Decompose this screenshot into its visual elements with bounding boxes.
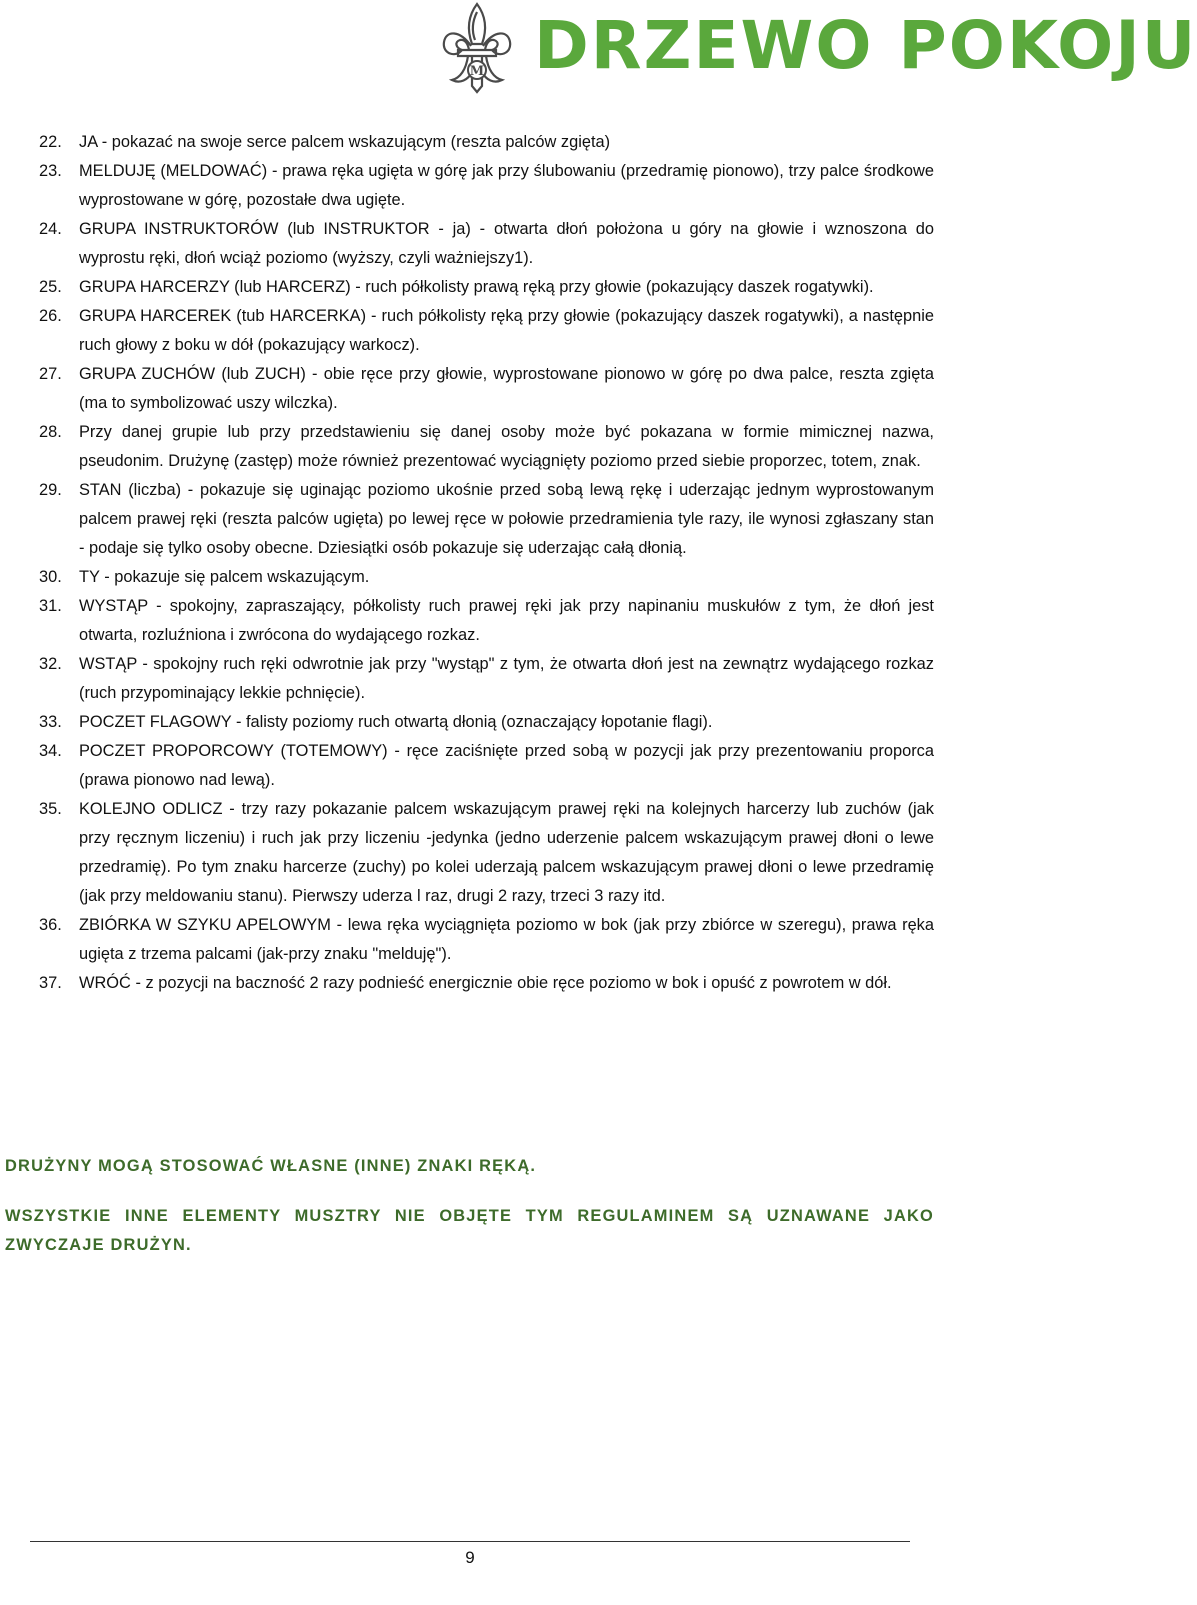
list-item [39,157,934,215]
list-item [39,476,934,563]
footer-divider [30,1541,910,1542]
item-number: 30. [39,568,62,586]
list-item [39,128,934,157]
item-text: STAN (liczba) - pokazuje się uginając poziomo ukośnie przed sobą lewą rękę i uderzając jednym wyprostowanym palcem prawej ręki (reszta palców ugięta) po lewej ręce w połowie przedramienia tyle razy, ile wynosi zgłaszany stan - podaje się tylko osoby obecne. Dziesiątki osób pokazuje się uderzając całą dłonią. [79,481,934,557]
emblem-letter: M [469,64,485,79]
item-number: 36. [39,916,62,934]
item-text: KOLEJNO ODLICZ - trzy razy pokazanie palcem wskazującym prawej ręki na kolejnych harcerzy lub zuchów (jak przy ręcznym liczeniu) i ruch jak przy liczeniu -jedynka (jedno uderzenie palcem wskazującym prawej dłoni o lewe przedramię). Po tym znaku harcerze (zuchy) po kolei uderzają palcem wskazującym prawej dłoni o lewe przedramię (jak przy meldowaniu stanu). Pierwszy uderza l raz, drugi 2 razy, trzeci 3 razy itd. [79,800,934,905]
list-item [39,708,934,737]
item-number: 35. [39,800,62,818]
item-text: Przy danej grupie lub przy przedstawieniu się danej osoby może być pokazana w formie mimicznej nazwa, pseudonim. Drużynę (zastęp) może również prezentować wyciągnięty poziomo przed siebie proporzec, totem, znak. [79,423,934,470]
item-text: JA - pokazać na swoje serce palcem wskazującym (reszta palców zgięta) [79,133,611,151]
item-number: 29. [39,481,62,499]
item-number: 25. [39,278,62,296]
list-item [39,969,934,998]
item-text: TY - pokazuje się palcem wskazującym. [79,568,370,586]
item-number: 28. [39,423,62,441]
item-number: 33. [39,713,62,731]
item-text: MELDUJĘ (MELDOWAĆ) - prawa ręka ugięta w górę jak przy ślubowaniu (przedramię pionowo), trzy palce środkowe wyprostowane w górę, pozostałe dwa ugięte. [79,162,934,209]
list-item [39,592,934,650]
list-item [39,795,934,911]
fleur-de-lis-icon [438,0,516,96]
item-text: GRUPA ZUCHÓW (lub ZUCH) - obie ręce przy głowie, wyprostowane pionowo w górę po dwa palce, reszta zgięta (ma to symbolizować uszy wilczka). [79,365,934,412]
list-item [39,650,934,708]
item-number: 26. [39,307,62,325]
note-own-signs: DRUŻYNY MOGĄ STOSOWAĆ WŁASNE (INNE) ZNAKI RĘKĄ. [5,1157,537,1175]
item-number: 34. [39,742,62,760]
item-number: 24. [39,220,62,238]
note-customs: WSZYSTKIE INNE ELEMENTY MUSZTRY NIE OBJĘTE TYM REGULAMINEM SĄ UZNAWANE JAKO ZWYCZAJE DRUŻYN. [5,1207,934,1254]
item-text: GRUPA INSTRUKTORÓW (lub INSTRUKTOR - ja) - otwarta dłoń położona u góry na głowie i wznoszona do wyprostu ręki, dłoń wciąż poziomo (wyższy, czyli ważniejszy1). [79,220,934,267]
item-text: GRUPA HARCERZY (lub HARCERZ) - ruch półkolisty prawą ręką przy głowie (pokazujący daszek rogatywki). [79,278,874,296]
item-number: 22. [39,133,62,151]
list-item [39,418,934,476]
list-item [39,302,934,360]
item-text: ZBIÓRKA W SZYKU APELOWYM - lewa ręka wyciągnięta poziomo w bok (jak przy zbiórce w szeregu), prawa ręka ugięta z trzema palcami (jak-przy znaku "melduję"). [79,916,934,963]
item-text: POCZET PROPORCOWY (TOTEMOWY) - ręce zaciśnięte przed sobą w pozycji jak przy prezentowaniu proporca (prawa pionowo nad lewą). [79,742,934,789]
item-number: 31. [39,597,62,615]
item-number: 37. [39,974,62,992]
item-number: 27. [39,365,62,383]
list-item [39,737,934,795]
list-item [39,215,934,273]
list-item [39,273,934,302]
list-item [39,563,934,592]
page-number: 9 [465,1548,475,1567]
item-text: WYSTĄP - spokojny, zapraszający, półkolisty ruch prawej ręki jak przy napinaniu muskułów z tym, że dłoń jest otwarta, rozluźniona i zwrócona do wydającego rozkaz. [79,597,934,644]
item-text: GRUPA HARCEREK (tub HARCERKA) - ruch półkolisty ręką przy głowie (pokazujący daszek rogatywki), a następnie ruch głowy z boku w dół (pokazujący warkocz). [79,307,934,354]
list-item [39,911,934,969]
page-header [430,0,1197,96]
list-item [39,360,934,418]
item-number: 23. [39,162,62,180]
item-text: POCZET FLAGOWY - falisty poziomy ruch otwartą dłonią (oznaczający łopotanie flagi). [79,713,713,731]
item-number: 32. [39,655,62,673]
logo-text: DRZEWO POKOJU [534,7,1197,84]
item-text: WSTĄP - spokojny ruch ręki odwrotnie jak przy "wystąp" z tym, że otwarta dłoń jest na zewnątrz wydającego rozkaz (ruch przypominający lekkie pchnięcie). [79,655,934,702]
item-text: WRÓĆ - z pozycji na baczność 2 razy podnieść energicznie obie ręce poziomo w bok i opuść z powrotem w dół. [79,974,892,992]
hand-signs-list [39,128,934,998]
